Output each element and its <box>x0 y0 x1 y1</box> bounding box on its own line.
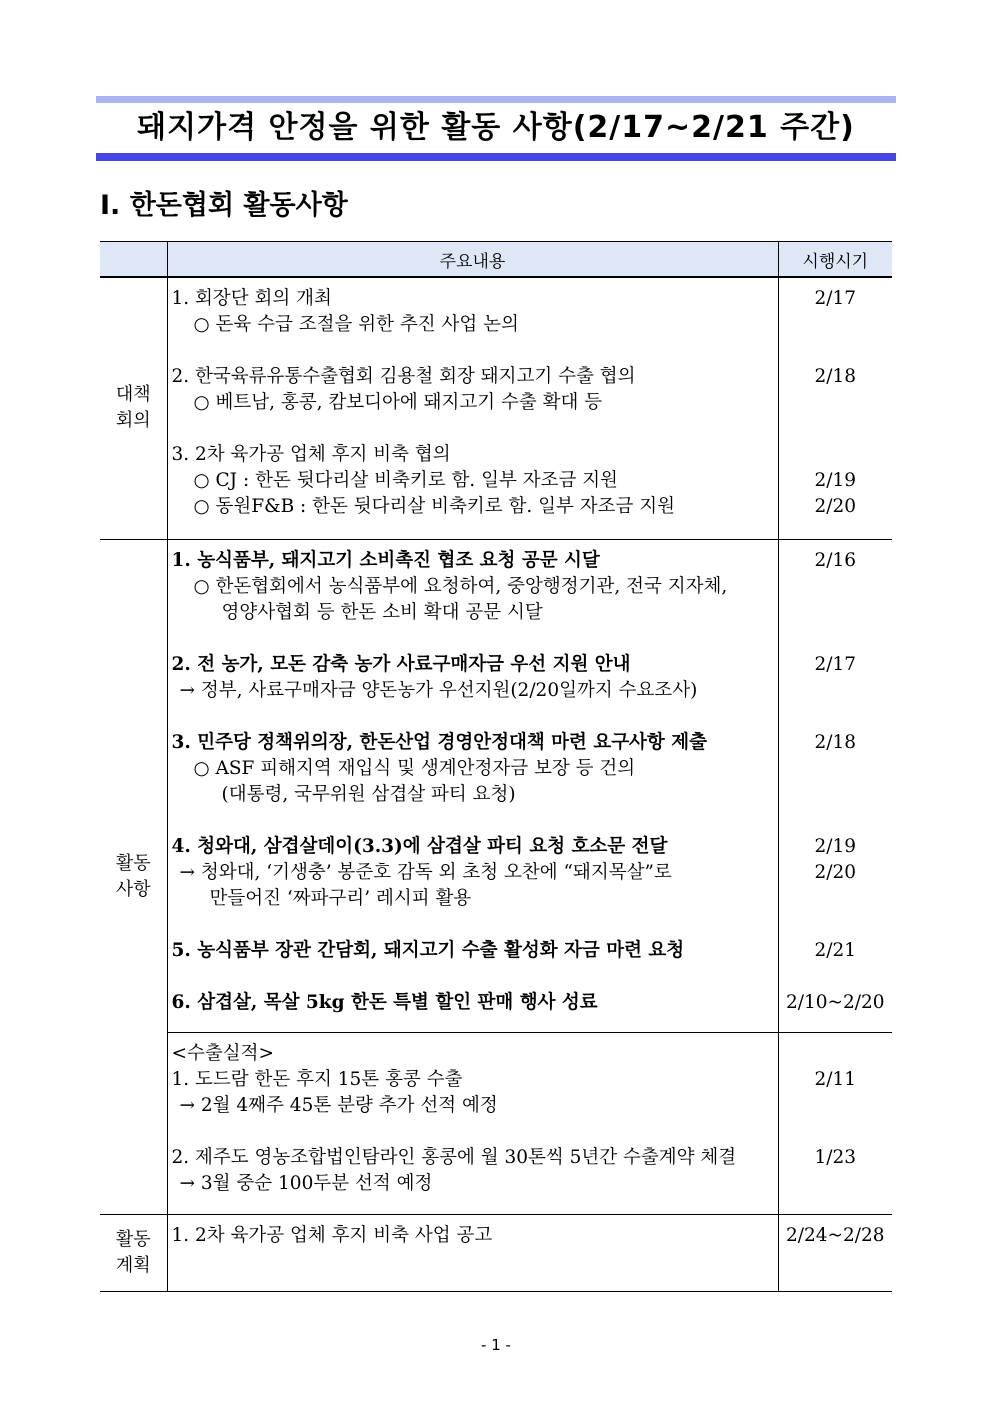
list-item <box>172 1223 776 1249</box>
date-cell <box>778 539 892 1032</box>
item-detail: ○ ASF 피해지역 재입식 및 생계안정자금 보장 등 건의 <box>193 757 636 779</box>
item-title: 3. 민주당 정책위의장, 한돈산업 경영안정대책 마련 요구사항 제출 <box>171 731 707 753</box>
item-detail: → 정부, 사료구매자금 양돈농가 우선지원(2/20일까지 수요조사) <box>179 679 698 701</box>
section-heading: Ⅰ. 한돈협회 활동사항 <box>100 190 348 221</box>
header-content: 주요내용 <box>167 242 778 278</box>
item-detail: ○ 돈육 수급 조절을 위한 추진 사업 논의 <box>193 314 519 335</box>
item-title: 3. 2차 육가공 업체 후지 비축 협의 <box>171 444 451 465</box>
header-date: 시행시기 <box>778 242 892 278</box>
page-number: - 1 - <box>481 1336 511 1354</box>
item-date: 2/10~2/20 <box>785 991 885 1013</box>
item-title: 2. 한국육류유통수출협회 김용철 회장 돼지고기 수출 협의 <box>171 366 636 387</box>
item-title: 2. 전 농가, 모돈 감축 농가 사료구매자금 우선 지원 안내 <box>171 653 631 675</box>
item-date: 2/17 <box>814 288 857 309</box>
item-date: 2/17 <box>814 653 857 675</box>
content-cell <box>167 1214 778 1291</box>
header-category <box>100 242 167 278</box>
item-title: 1. 회장단 회의 개최 <box>171 288 332 309</box>
title-bottom-bar <box>96 153 896 161</box>
list-item <box>172 548 776 626</box>
item-date: 2/19 <box>814 835 857 857</box>
table-row <box>100 1214 892 1291</box>
item-title: 1. 도드람 한돈 후지 15톤 홍콩 수출 <box>171 1068 463 1090</box>
list-item <box>172 364 776 416</box>
item-title: 4. 청와대, 삼겹살데이(3.3)에 삼겹살 파티 요청 호소문 전달 <box>171 835 668 857</box>
content-cell <box>167 1032 778 1214</box>
item-detail: → 2월 4째주 45톤 분량 추가 선적 예정 <box>179 1094 498 1116</box>
title-top-bar <box>96 96 896 103</box>
category-cell <box>100 277 167 539</box>
content-cell <box>167 539 778 1032</box>
activity-table <box>100 241 892 1292</box>
item-date: 2/18 <box>814 731 857 753</box>
item-detail: (대통령, 국무위원 삼겹살 파티 요청) <box>221 783 516 805</box>
table-header-row <box>100 242 892 278</box>
item-date: 2/20 <box>814 861 857 883</box>
item-title: 1. 2차 육가공 업체 후지 비축 사업 공고 <box>171 1224 493 1246</box>
list-item <box>172 286 776 338</box>
list-item <box>172 1067 776 1119</box>
item-detail: ○ 한돈협회에서 농식품부에 요청하여, 중앙행정기관, 전국 지자체, <box>193 575 728 597</box>
page-title: 돼지가격 안정을 위한 활동 사항(2/17~2/21 주간) <box>137 110 855 145</box>
title-box <box>96 96 896 164</box>
item-date: 2/11 <box>814 1068 857 1090</box>
item-detail: → 청와대, ‘기생충’ 봉준호 감독 외 초청 오찬에 “돼지목살”로 <box>179 861 672 883</box>
list-item <box>172 730 776 808</box>
category-cell <box>100 539 167 1214</box>
list-item <box>172 834 776 912</box>
list-item <box>172 938 776 964</box>
item-date: 2/21 <box>814 939 857 961</box>
item-title: 1. 농식품부, 돼지고기 소비촉진 협조 요청 공문 시달 <box>171 549 600 571</box>
date-cell <box>778 1214 892 1291</box>
item-date: 1/23 <box>814 1146 857 1168</box>
category-label: 대책 회의 <box>115 384 151 432</box>
item-date: 2/20 <box>814 496 857 517</box>
item-detail: 만들어진 ‘짜파구리’ 레시피 활용 <box>209 887 472 909</box>
item-detail: → 3월 중순 100두분 선적 예정 <box>179 1172 433 1194</box>
table-row <box>100 277 892 539</box>
item-title: 6. 삼겹살, 목살 5kg 한돈 특별 할인 판매 행사 성료 <box>171 991 598 1013</box>
table-row <box>100 1032 892 1214</box>
item-detail: ○ CJ : 한돈 뒷다리살 비축키로 함. 일부 자조금 지원 <box>193 470 618 491</box>
table-row <box>100 539 892 1032</box>
item-detail: 영양사협회 등 한돈 소비 확대 공문 시달 <box>221 601 543 623</box>
category-label: 활동 계획 <box>115 1228 151 1276</box>
category-label: 활동 사항 <box>115 852 151 900</box>
item-title: 2. 제주도 영농조합법인탐라인 홍콩에 월 30톤씩 5년간 수출계약 체결 <box>171 1146 737 1168</box>
export-heading: <수출실적> <box>171 1042 274 1064</box>
date-cell <box>778 277 892 539</box>
content-cell <box>167 277 778 539</box>
category-cell <box>100 1214 167 1291</box>
list-item <box>172 1145 776 1197</box>
item-date: 2/16 <box>814 549 857 571</box>
item-date: 2/18 <box>814 366 857 387</box>
list-item <box>172 442 776 520</box>
item-date: 2/24~2/28 <box>785 1224 885 1246</box>
list-item <box>172 652 776 704</box>
date-cell <box>778 1032 892 1214</box>
item-detail: ○ 베트남, 홍콩, 캄보디아에 돼지고기 수출 확대 등 <box>193 392 603 413</box>
item-detail: ○ 동원F&B : 한돈 뒷다리살 비축키로 함. 일부 자조금 지원 <box>193 496 676 517</box>
item-date: 2/19 <box>814 470 857 491</box>
list-item <box>172 990 776 1016</box>
item-title: 5. 농식품부 장관 간담회, 돼지고기 수출 활성화 자금 마련 요청 <box>171 939 685 961</box>
